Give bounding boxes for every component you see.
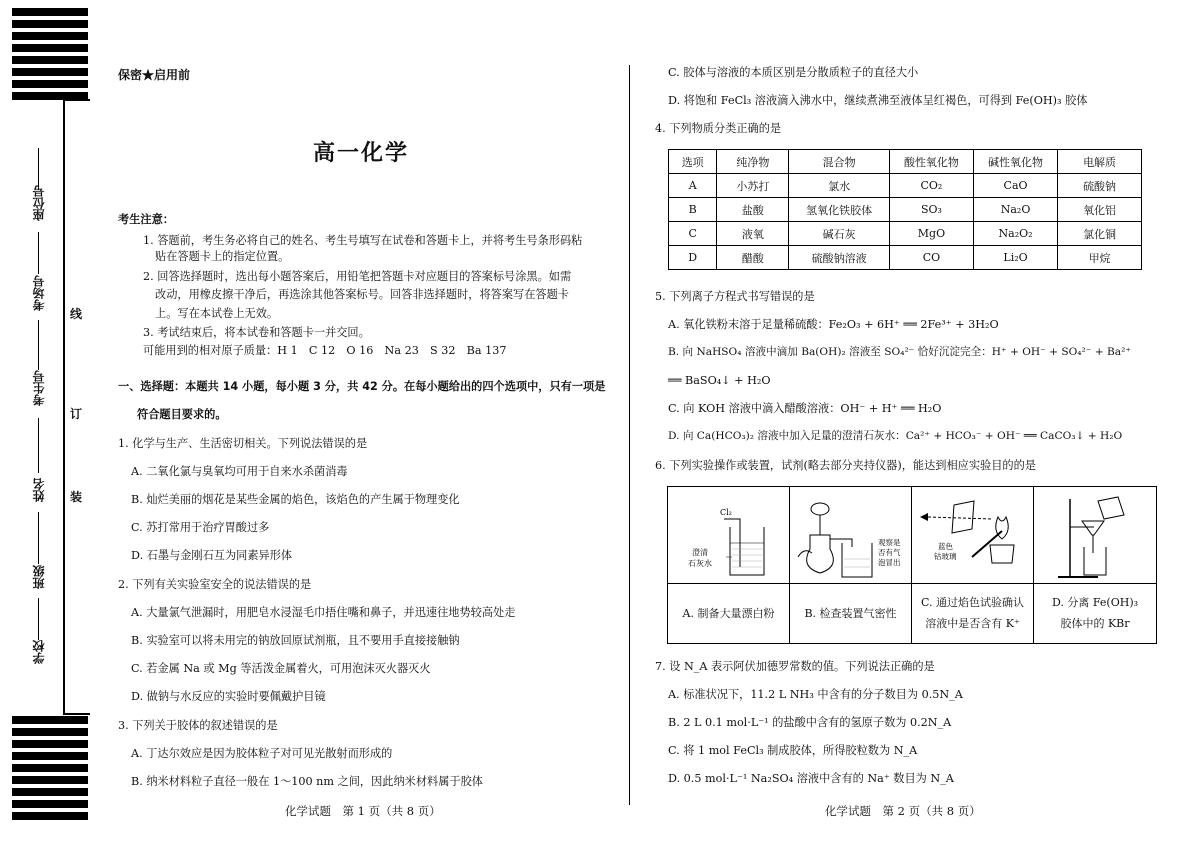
experiment-cell-d [1034,487,1156,643]
table-cell: CO₂ [889,174,973,198]
label-school: 学校 [32,640,46,664]
table-cell: D [669,246,717,270]
page-title: 高一化学 [313,141,410,166]
section-heading-line1: 一、选择题：本题共 14 小题，每小题 3 分，共 42 分。在每小题给出的四个选项中，只有一项是 [118,380,606,393]
table-cell: CaO [973,174,1057,198]
option: A. 丁达尔效应是因为胶体粒子对可见光散射而形成的 [131,747,393,760]
table-cell: B [669,198,717,222]
experiment-cell-b [790,487,912,643]
svg-text:蓝色: 蓝色 [938,542,953,551]
table-header-cell: 碱性氧化物 [973,150,1057,174]
caption-d: D. 分离 Fe(OH)₃ 胶体中的 KBr [1034,583,1156,644]
svg-text:泡冒出: 泡冒出 [878,558,901,567]
table-cell: Na₂O [973,198,1057,222]
note-line: 2. 回答选择题时，选出每小题答案后，用铅笔把答题卡对应题目的答案标号涂黑。如需 [143,270,572,283]
option: D. 0.5 mol·L⁻¹ Na₂SO₄ 溶液中含有的 Na⁺ 数目为 N_A [668,772,954,785]
option: C. 将 1 mol FeCl₃ 制成胶体，所得胶粒数为 N_A [668,744,918,757]
option: C. 苏打常用于治疗胃酸过多 [131,521,270,534]
table-cell: 氯化铜 [1058,222,1142,246]
label-class: 班级 [32,565,46,589]
section-heading-line2: 符合题目要求的。 [137,408,227,421]
option: A. 标准状况下，11.2 L NH₃ 中含有的分子数目为 0.5N_A [668,688,963,701]
table-cell: 液氧 [717,222,789,246]
experiment-figure-grid [667,486,1157,644]
option: A. 大量氯气泄漏时，用肥皂水浸湿毛巾捂住嘴和鼻子，并迅速往地势较高处走 [131,606,516,619]
notes-heading: 考生注意： [118,212,174,226]
option: B. 向 NaHSO₄ 溶液中滴加 Ba(OH)₂ 溶液至 SO₄²⁻ 恰好沉淀完全：H⁺ + OH⁻ + SO₄²⁻ + Ba²⁺ [668,346,1131,358]
table-cell: SO₃ [889,198,973,222]
question-stem: 5. 下列离子方程式书写错误的是 [655,290,815,303]
table-row [669,198,1142,222]
label-seat-number: 座位号 [32,185,46,221]
table-cell: 小苏打 [717,174,789,198]
option: D. 做钠与水反应的实验时要佩戴护目镜 [131,690,326,703]
svg-text:石灰水: 石灰水 [688,559,712,568]
bleach-apparatus-diagram [668,487,789,583]
option-continued: ══ BaSO₄↓ + H₂O [668,374,771,387]
filtration-apparatus-diagram [1034,487,1156,583]
svg-text:观察是: 观察是 [878,538,901,547]
option: A. 氧化铁粉末溶于足量稀硫酸：Fe₂O₃ + 6H⁺ ══ 2Fe³⁺ + 3H₂O [668,318,999,331]
experiment-cell-c [912,487,1034,643]
svg-text:否有气: 否有气 [878,548,901,557]
table-cell: 氢氧化铁胶体 [789,198,890,222]
note-line: 改动，用橡皮擦干净后，再选涂其他答案标号。回答非选择题时，将答案写在答题卡 [155,288,569,301]
question-stem: 4. 下列物质分类正确的是 [655,122,782,135]
binding-char-staple: 订 [70,407,83,421]
table-header-row [669,150,1142,174]
label-exam-room: 考场号 [32,275,46,311]
question-stem: 7. 设 N_A 表示阿伏加德罗常数的值。下列说法正确的是 [655,660,935,673]
question-stem: 6. 下列实验操作或装置，试剂(略去部分夹持仪器)，能达到相应实验目的的是 [655,459,1036,472]
option: D. 石墨与金刚石互为同素异形体 [131,549,293,562]
table-cell: 碱石灰 [789,222,890,246]
option: D. 将饱和 FeCl₃ 溶液滴入沸水中，继续煮沸至液体呈红褐色，可得到 Fe(OH)₃ 胶体 [668,94,1088,107]
label-candidate-number: 考生号 [32,370,46,406]
table-cell: 氧化铝 [1058,198,1142,222]
option: B. 实验室可以将未用完的钠放回原试剂瓶，且不要用手直接接触钠 [131,634,460,647]
table-cell: 硫酸钠 [1058,174,1142,198]
table-cell: 甲烷 [1058,246,1142,270]
table-cell: 硫酸钠溶液 [789,246,890,270]
table-row [669,246,1142,270]
cl2-label: Cl₂ [720,508,732,517]
atomic-mass-line: 可能用到的相对原子质量：H 1 C 12 O 16 Na 23 S 32 Ba 137 [143,344,507,357]
option: D. 向 Ca(HCO₃)₂ 溶液中加入足量的澄清石灰水：Ca²⁺ + HCO₃⁻ + OH⁻ ══ CaCO₃↓ + H₂O [668,430,1123,442]
caption-a: A. 制备大量漂白粉 [668,583,789,644]
question-stem: 3. 下列关于胶体的叙述错误的是 [118,719,278,732]
table-cell: A [669,174,717,198]
question-stem: 1. 化学与生产、生活密切相关。下列说法错误的是 [118,437,368,450]
table-cell: 盐酸 [717,198,789,222]
table-header-cell: 选项 [669,150,717,174]
footer-left: 化学试题 第 1 页（共 8 页） [285,804,441,818]
airtightness-apparatus-diagram [790,487,911,583]
svg-text:澄清: 澄清 [692,548,708,557]
option: C. 胶体与溶液的本质区别是分散质粒子的直径大小 [668,66,919,79]
option: C. 若金属 Na 或 Mg 等活泼金属着火，可用泡沫灭火器灭火 [131,662,431,675]
caption-b: B. 检查装置气密性 [790,583,911,644]
table-cell: CO [889,246,973,270]
experiment-cell-a [668,487,790,643]
table-cell: 氯水 [789,174,890,198]
svg-text:钴玻璃: 钴玻璃 [934,552,957,561]
table-cell: C [669,222,717,246]
table-cell: 醋酸 [717,246,789,270]
binding-char-bind: 装 [70,490,83,504]
table-cell: MgO [889,222,973,246]
flame-test-diagram [912,487,1033,583]
note-line: 1. 答题前，考生务必将自己的姓名、考生号填写在试卷和答题卡上，并将考生号条形码粘 [143,234,583,247]
note-line: 贴在答题卡上的指定位置。 [155,250,290,263]
table-cell: Li₂O [973,246,1057,270]
page-divider [629,65,630,805]
question-stem: 2. 下列有关实验室安全的说法错误的是 [118,578,312,591]
option: A. 二氧化氯与臭氧均可用于自来水杀菌消毒 [131,465,348,478]
option: B. 2 L 0.1 mol·L⁻¹ 的盐酸中含有的氢原子数为 0.2N_A [668,716,952,729]
binding-char-line: 线 [70,307,83,321]
option: C. 向 KOH 溶液中滴入醋酸溶液：OH⁻ + H⁺ ══ H₂O [668,402,942,415]
footer-right: 化学试题 第 2 页（共 8 页） [825,804,981,818]
table-row [669,222,1142,246]
caption-c: C. 通过焰色试验确认 溶液中是否含有 K⁺ [912,583,1033,644]
label-name: 姓名 [32,478,46,502]
table-header-cell: 酸性氧化物 [889,150,973,174]
table-header-cell: 纯净物 [717,150,789,174]
note-line: 3. 考试结束后，将本试卷和答题卡一并交回。 [143,326,370,339]
note-line: 上。写在本试卷上无效。 [155,307,279,320]
table-row [669,174,1142,198]
option: B. 灿烂美丽的烟花是某些金属的焰色，该焰色的产生属于物理变化 [131,493,460,506]
classification-table [668,149,1142,270]
table-header-cell: 电解质 [1058,150,1142,174]
table-cell: Na₂O₂ [973,222,1057,246]
table-header-cell: 混合物 [789,150,890,174]
option: B. 纳米材料粒子直径一般在 1～100 nm 之间，因此纳米材料属于胶体 [131,775,483,788]
confidential-mark: 保密★启用前 [118,68,191,82]
